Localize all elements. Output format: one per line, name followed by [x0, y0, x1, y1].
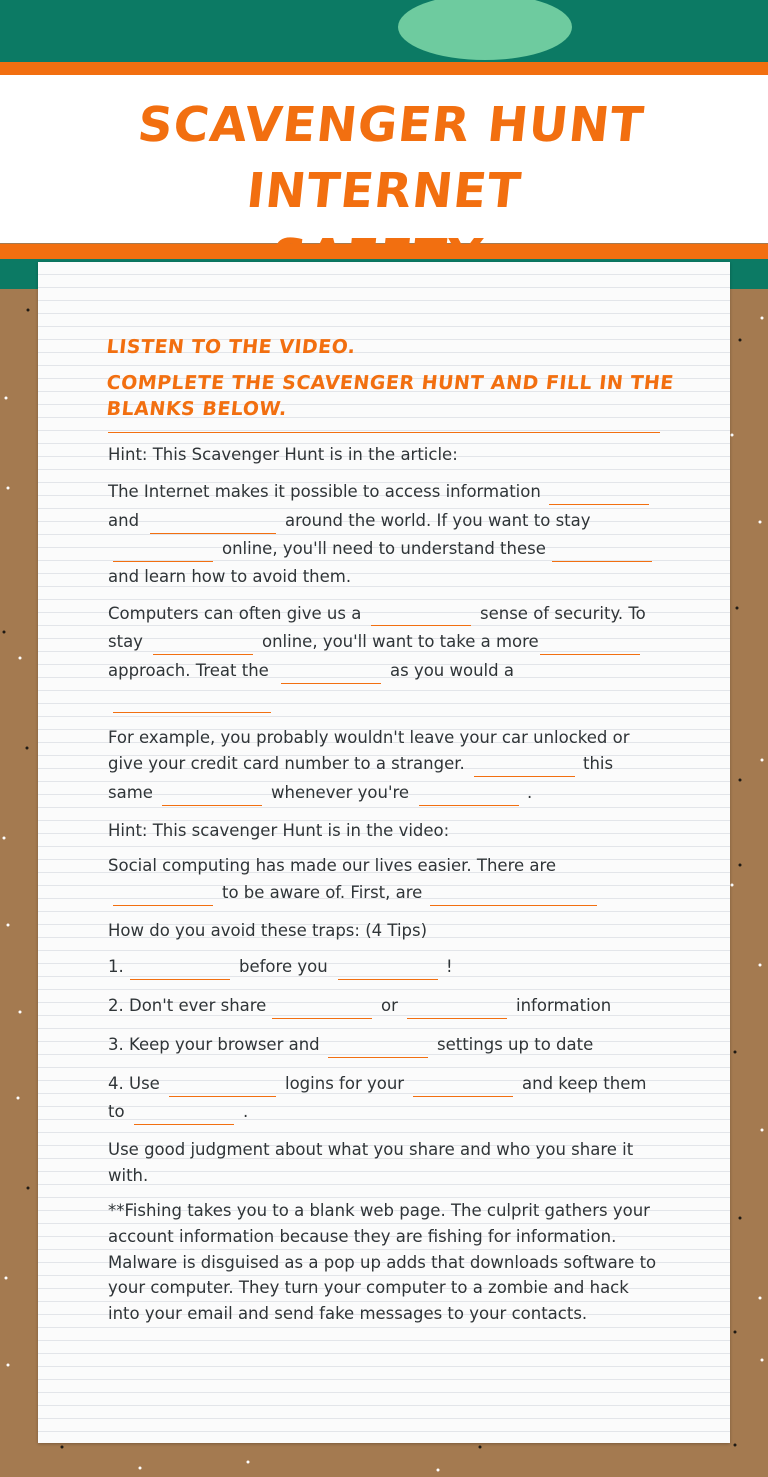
- p4-line1: Social computing has made our lives easier. There are: [108, 856, 557, 875]
- tip1-text: before you: [239, 957, 328, 976]
- p1-line2-start: and: [108, 511, 140, 530]
- p1-line3: online, you'll need to understand these: [222, 539, 546, 558]
- header-orange-stripe-top: [0, 62, 768, 76]
- blank-field[interactable]: [113, 712, 271, 713]
- tips-heading: How do you avoid these traps: (4 Tips): [108, 921, 428, 940]
- tip4-period: .: [243, 1102, 249, 1121]
- blank-field[interactable]: [540, 654, 640, 655]
- note-line2: account information because they are fishing for information.: [108, 1227, 617, 1246]
- p2-line1-end: sense of security. To: [480, 604, 646, 623]
- tip4-text: 4. Use: [108, 1074, 160, 1093]
- p1-line2-end: around the world. If you want to stay: [285, 511, 591, 530]
- tip4-to: to: [108, 1102, 125, 1121]
- tip3-text: 3. Keep your browser and: [108, 1035, 320, 1054]
- tip4-mid: logins for your: [285, 1074, 405, 1093]
- hint-video: Hint: This scavenger Hunt is in the video:: [108, 821, 450, 840]
- note-line5: into your email and send fake messages to your contacts.: [108, 1304, 588, 1323]
- tip2-end: information: [516, 996, 612, 1015]
- tip1-number: 1.: [108, 957, 124, 976]
- judgment-line2: with.: [108, 1166, 149, 1185]
- tip4-end: and keep them: [522, 1074, 647, 1093]
- blank-field[interactable]: [153, 654, 253, 655]
- p3-line3-start: same: [108, 783, 153, 802]
- p1-line4: and learn how to avoid them.: [108, 567, 352, 586]
- instruction-listen: LISTEN TO THE VIDEO.: [105, 336, 357, 358]
- p3-line2-start: give your credit card number to a stranger.: [108, 754, 465, 773]
- blank-field[interactable]: [413, 1096, 513, 1097]
- page-title-line-1: SCAVENGER HUNT INTERNET: [135, 97, 647, 219]
- blank-field[interactable]: [281, 683, 381, 684]
- blank-field[interactable]: [371, 625, 471, 626]
- blank-field[interactable]: [113, 561, 213, 562]
- blank-field[interactable]: [549, 504, 649, 505]
- judgment-line1: Use good judgment about what you share and who you share it: [108, 1140, 634, 1159]
- blank-field[interactable]: [134, 1124, 234, 1125]
- p2-line1-start: Computers can often give us a: [108, 604, 362, 623]
- p4-line2: to be aware of. First, are: [222, 883, 423, 902]
- blank-field[interactable]: [419, 805, 519, 806]
- p2-line3-start: approach. Treat the: [108, 661, 269, 680]
- blank-field[interactable]: [407, 1018, 507, 1019]
- tip1-end: !: [446, 957, 453, 976]
- header-teal-bar: [0, 0, 768, 62]
- tip2-text: 2. Don't ever share: [108, 996, 267, 1015]
- note-line4: your computer. They turn your computer to a zombie and hack: [108, 1278, 629, 1297]
- blank-field[interactable]: [150, 533, 276, 534]
- hint-article: Hint: This Scavenger Hunt is in the article:: [108, 445, 458, 464]
- p2-line2-end: online, you'll want to take a more: [262, 632, 539, 651]
- p3-line3-mid: whenever you're: [271, 783, 410, 802]
- p1-line1: The Internet makes it possible to access information: [108, 482, 541, 501]
- tip2-or: or: [381, 996, 398, 1015]
- blank-field[interactable]: [113, 905, 213, 906]
- blank-field[interactable]: [430, 905, 597, 906]
- blank-field[interactable]: [328, 1057, 428, 1058]
- note-line1: **Fishing takes you to a blank web page. The culprit gathers your: [108, 1201, 650, 1220]
- blank-field[interactable]: [272, 1018, 372, 1019]
- blank-field[interactable]: [474, 776, 575, 777]
- instruction-divider: [108, 432, 660, 433]
- p3-line2-end: this: [583, 754, 614, 773]
- blank-field[interactable]: [130, 979, 230, 980]
- blank-field[interactable]: [552, 561, 652, 562]
- blank-field[interactable]: [162, 805, 262, 806]
- header-orange-stripe-bottom: [0, 244, 768, 259]
- instruction-complete: COMPLETE THE SCAVENGER HUNT AND FILL IN THE: [105, 372, 675, 394]
- p2-line2-start: stay: [108, 632, 143, 651]
- p3-line1: For example, you probably wouldn't leave your car unlocked or: [108, 728, 630, 747]
- p2-line3-end: as you would a: [390, 661, 514, 680]
- note-line3: Malware is disguised as a pop up adds that downloads software to: [108, 1253, 657, 1272]
- instruction-blanks: BLANKS BELOW.: [105, 398, 289, 420]
- blank-field[interactable]: [169, 1096, 276, 1097]
- p3-line3-end: .: [527, 783, 533, 802]
- tip3-end: settings up to date: [437, 1035, 594, 1054]
- blank-field[interactable]: [338, 979, 438, 980]
